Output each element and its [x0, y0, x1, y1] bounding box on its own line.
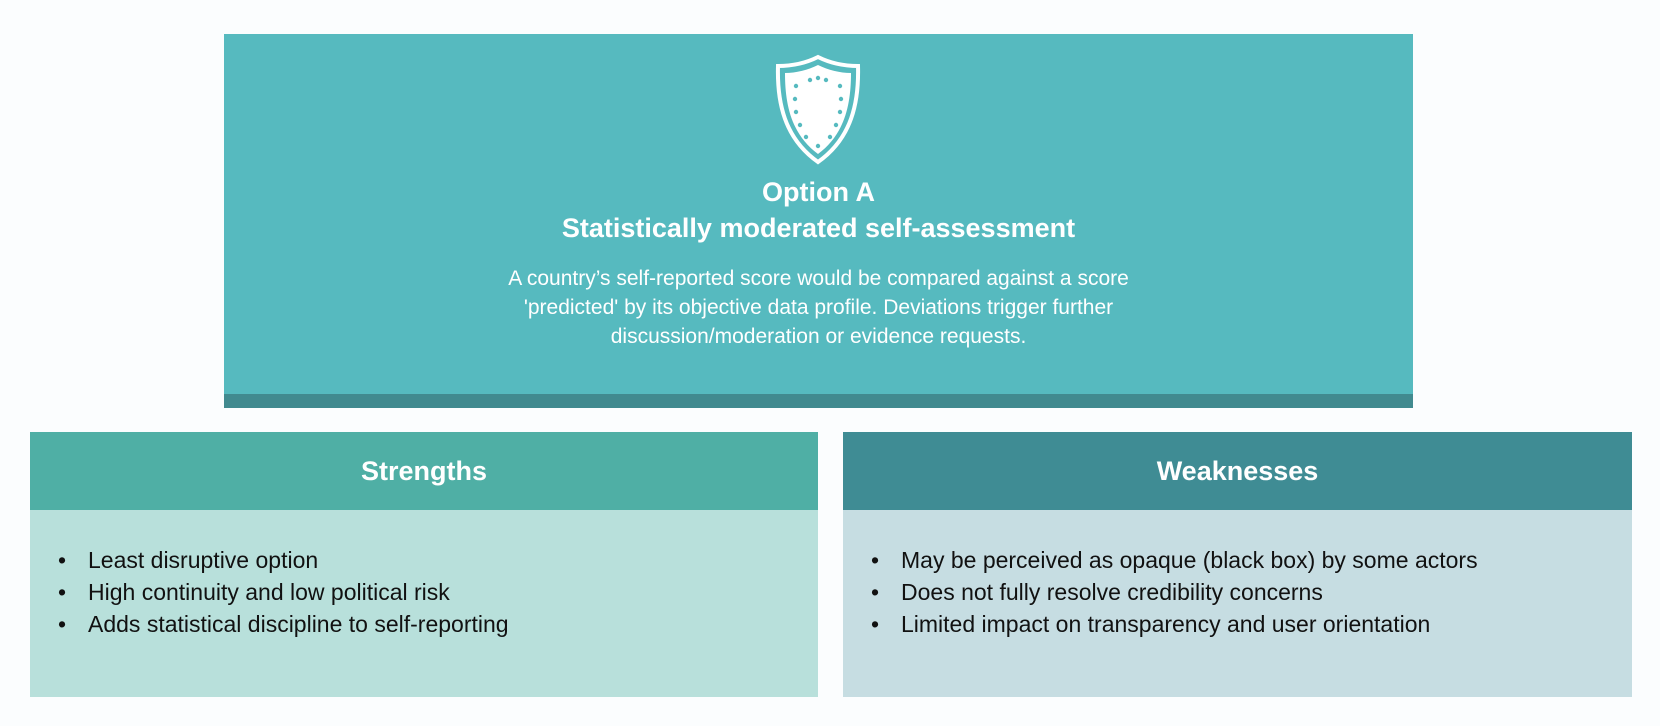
list-item-text: Least disruptive option [88, 547, 319, 573]
list-item [58, 608, 509, 640]
bullet-icon: • [871, 547, 880, 573]
weaknesses-panel [843, 432, 1632, 697]
weaknesses-list [871, 544, 1478, 640]
bullet-icon: • [58, 547, 67, 573]
bullet-icon: • [58, 611, 67, 637]
list-item-text: Limited impact on transparency and user orientation [901, 611, 1431, 637]
list-item-text: May be perceived as opaque (black box) by some actors [901, 547, 1478, 573]
bullet-icon: • [871, 579, 880, 605]
list-item [871, 544, 1478, 576]
bullet-icon: • [58, 579, 67, 605]
list-item-text: Adds statistical discipline to self-reporting [88, 611, 509, 637]
option-title-line1: Option A [762, 177, 875, 207]
option-card-bottom-bar [224, 394, 1413, 408]
weaknesses-header: Weaknesses [843, 432, 1632, 510]
bullet-icon: • [871, 611, 880, 637]
list-item [58, 544, 509, 576]
option-card [224, 34, 1413, 408]
list-item-text: Does not fully resolve credibility concerns [901, 579, 1323, 605]
list-item [871, 608, 1478, 640]
option-title-line2: Statistically moderated self-assessment [561, 213, 1076, 243]
shield-icon [772, 54, 864, 166]
strengths-panel [30, 432, 818, 697]
option-description: A country’s self-reported score would be compared against a score 'predicted' by its objective data profile. Deviations trigger further discussion/moderation or evidence requests. [508, 267, 1129, 348]
strengths-header: Strengths [30, 432, 818, 510]
list-item-text: High continuity and low political risk [88, 579, 450, 605]
option-title [224, 174, 1413, 246]
list-item [58, 576, 509, 608]
list-item [871, 576, 1478, 608]
strengths-list [58, 544, 509, 640]
